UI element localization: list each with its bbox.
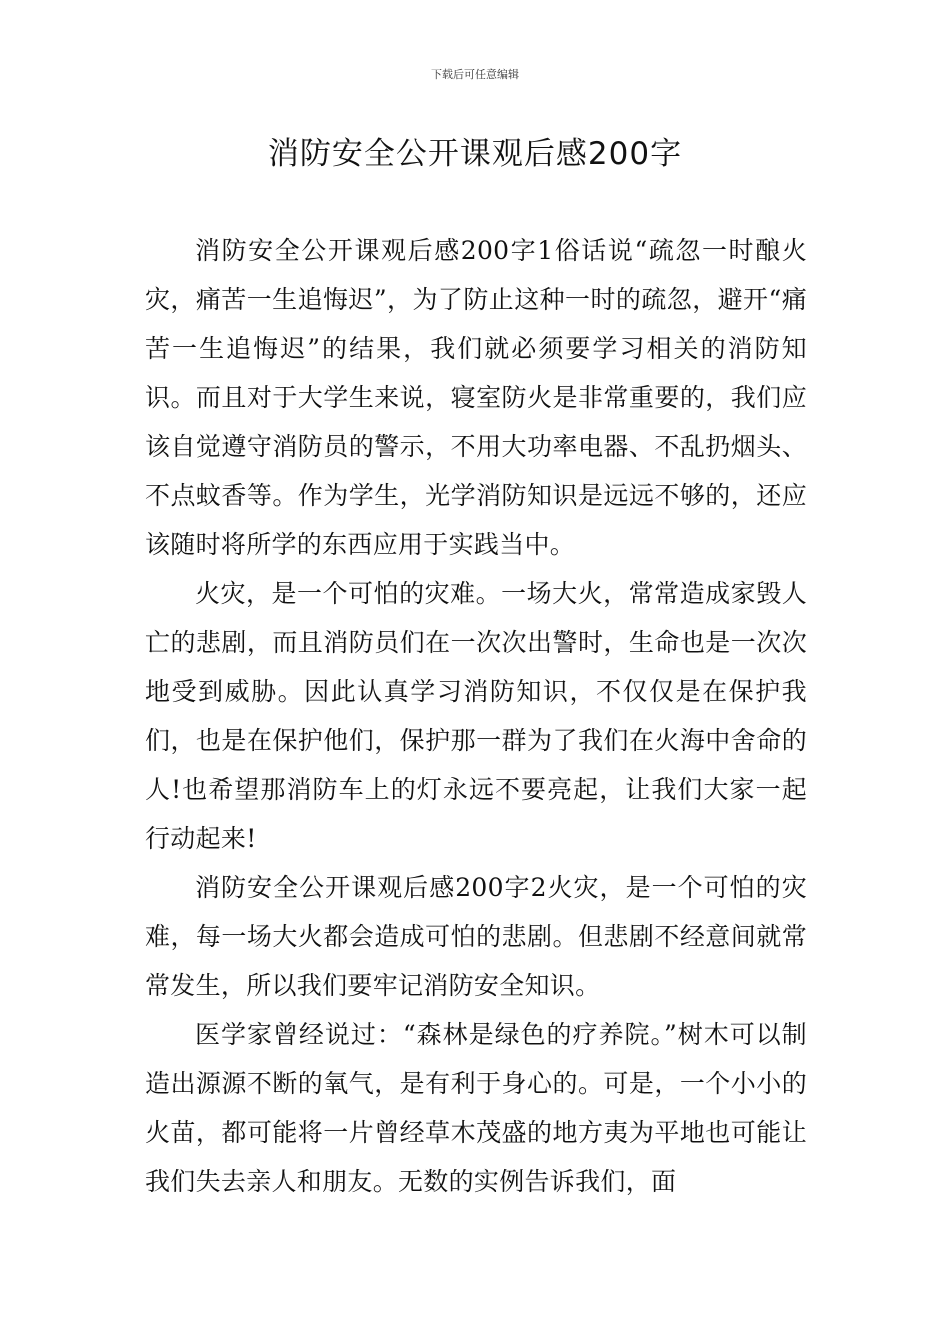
paragraph-1: 消防安全公开课观后感200字1俗话说“疏忽一时酿火灾，痛苦一生追悔迟”，为了防止这种一时的疏忽，避开“痛苦一生追悔迟”的结果，我们就必须要学习相关的消防知识。而且对于大学生来说，寝室防火是非常重要的，我们应该自觉遵守消防员的警示，不用大功率电器、不乱扔烟头、不点蚊香等。作为学生，光学消防知识是远远不够的，还应该随时将所学的东西应用于实践当中。 (145, 236, 807, 559)
document-body (145, 226, 807, 1206)
document-title: 消防安全公开课观后感200字 (267, 136, 683, 172)
paragraph-2: 火灾，是一个可怕的灾难。一场大火，常常造成家毁人亡的悲剧，而且消防员们在一次次出警时，生命也是一次次地受到威胁。因此认真学习消防知识，不仅仅是在保护我们，也是在保护他们，保护那一群为了我们在火海中舍命的人!也希望那消防车上的灯永远不要亮起，让我们大家一起行动起来! (145, 579, 807, 853)
header-note: 下载后可任意编辑 (431, 68, 519, 81)
paragraph-4: 医学家曾经说过：“森林是绿色的疗养院。”树木可以制造出源源不断的氧气，是有利于身心的。可是，一个小小的火苗，都可能将一片曾经草木茂盛的地方夷为平地也可能让我们失去亲人和朋友。无数的实例告诉我们，面 (145, 1020, 807, 1196)
paragraph-3: 消防安全公开课观后感200字2火灾，是一个可怕的灾难，每一场大火都会造成可怕的悲剧。但悲剧不经意间就常常发生，所以我们要牢记消防安全知识。 (145, 873, 807, 1000)
